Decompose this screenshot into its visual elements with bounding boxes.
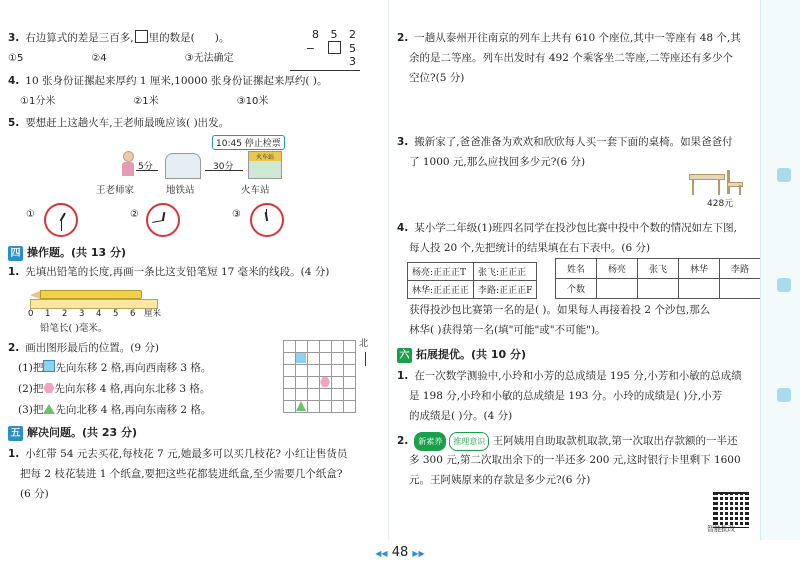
clock-option-2-label[interactable]: ② bbox=[130, 209, 139, 220]
train-station-building: 火车站 bbox=[248, 151, 282, 179]
clock-icon[interactable] bbox=[250, 203, 284, 237]
next-arrows-icon: ▶▶ bbox=[412, 549, 425, 558]
op2-line-2: (2)把 先向东移 4 格,再向东北移 3 格。 bbox=[18, 383, 211, 395]
q2-line-2: 余的是二等座。列车出发时有 492 个乘客坐二等座,二等座还有多少个 bbox=[409, 52, 734, 64]
result-cell[interactable] bbox=[597, 279, 638, 299]
grid-hexagon bbox=[320, 377, 330, 387]
journey-labels: 王老师家 地铁站 火车站 bbox=[96, 185, 270, 196]
op2-line-3: (3)把 先向北移 4 格,再向东南移 2 格。 bbox=[18, 404, 212, 416]
result-cell[interactable] bbox=[679, 279, 720, 299]
movement-grid[interactable] bbox=[283, 340, 356, 413]
ruler-numbers: 0 1 2 3 4 5 6 厘米 bbox=[28, 309, 162, 319]
operation-2: 2. 画出图形最后的位置。(9 分) bbox=[8, 342, 160, 354]
q4-options: ①1分米 ②1米 ③10米 bbox=[20, 96, 269, 107]
right-column bbox=[388, 0, 761, 540]
ext2-line-2: 多 300 元,第二次取出余下的一半还多 200 元,这时银行卡里剩下 1600 bbox=[409, 454, 741, 466]
right-question-3: 3. 搬新家了,爸爸准备为欢欢和欣欣每人买一套下面的桌椅。如果爸爸付 bbox=[397, 136, 733, 148]
section-5-header: 五 解决问题。(共 23 分) bbox=[8, 424, 137, 441]
north-arrow-icon bbox=[365, 352, 366, 366]
checkin-sign: 10:45 停止检票 bbox=[212, 135, 285, 150]
clock-icon[interactable] bbox=[146, 203, 180, 237]
reasoning-tag: 推理意识 bbox=[449, 432, 489, 451]
extension-2: 2. 新素养 推理意识 王阿姨用自助取款机取款,第一次取出存款额的一半还 bbox=[397, 432, 737, 451]
section-6-header: 六 拓展提优。(共 10 分) bbox=[397, 346, 526, 363]
triangle-shape-icon bbox=[43, 404, 55, 414]
clock-icon[interactable] bbox=[44, 203, 78, 237]
clock-option-3-label[interactable]: ③ bbox=[232, 209, 241, 220]
q4-line-2: 每人投 20 个,先把统计的结果填在右下表中。(6 分) bbox=[409, 242, 651, 254]
north-indicator: 北 bbox=[359, 339, 369, 349]
answer-box[interactable] bbox=[135, 30, 148, 43]
prev-arrows-icon: ◀◀ bbox=[375, 549, 388, 558]
pencil-icon bbox=[40, 290, 142, 299]
right-question-2: 2. 一趟从泰州开往南京的列车上共有 610 个座位,其中一等座有 48 个,其 bbox=[397, 32, 741, 44]
question-3: 3. 右边算式的差是三百多, 里的数是( )。 bbox=[8, 32, 230, 44]
qr-label: 智能批改 bbox=[707, 525, 735, 533]
q3-line-2: 了 1000 元,那么应找回多少元?(6 分) bbox=[409, 156, 586, 168]
side-tab[interactable] bbox=[777, 168, 791, 182]
ext1-line-3: 的成绩是( )分。(4 分) bbox=[409, 410, 513, 422]
desk-chair-illustration bbox=[689, 168, 747, 198]
side-tab[interactable] bbox=[777, 388, 791, 402]
result-table: 姓名 杨亮 张飞 林华 李路 个数 bbox=[555, 258, 761, 299]
grid-square bbox=[296, 353, 306, 363]
left-column bbox=[0, 0, 388, 540]
extension-1: 1. 在一次数学测验中,小玲和小芳的总成绩是 195 分,小芳和小敏的总成绩 bbox=[397, 370, 742, 382]
square-shape-icon bbox=[43, 360, 55, 372]
journey-illustration: 10:45 停止检票 5分 30分 火车站 bbox=[100, 135, 300, 195]
hexagon-shape-icon bbox=[43, 383, 54, 393]
subtraction-box[interactable] bbox=[328, 41, 341, 54]
result-cell[interactable] bbox=[638, 279, 679, 299]
question-5: 5. 要想赶上这趟火车,王老师最晚应该( )出发。 bbox=[8, 117, 230, 129]
metro-building bbox=[165, 153, 201, 179]
q2-line-3: 空位?(5 分) bbox=[409, 72, 465, 84]
vertical-subtraction: 8 5 2 − 5 3 bbox=[290, 28, 360, 71]
desk-price: 428元 bbox=[707, 199, 734, 209]
grid-triangle bbox=[296, 401, 306, 411]
teacher-figure bbox=[122, 151, 134, 177]
ext2-line-3: 元。王阿姨原来的存款是多少元?(6 分) bbox=[409, 474, 591, 486]
page-number: 48 bbox=[391, 545, 409, 560]
op2-line-1: (1)把 先向东移 2 格,再向西南移 3 格。 bbox=[18, 362, 212, 374]
side-strip bbox=[760, 0, 800, 540]
page-footer bbox=[360, 545, 440, 560]
side-tab[interactable] bbox=[777, 278, 791, 292]
new-literacy-tag: 新素养 bbox=[414, 432, 446, 451]
result-cell[interactable] bbox=[720, 279, 761, 299]
solve-1-line-2: 把每 2 枝花装进 1 个纸盒,要把这些花都装进纸盒,至少需要几个纸盒? bbox=[20, 468, 343, 480]
section-4-header: 四 操作题。(共 13 分) bbox=[8, 244, 126, 261]
tally-table: 杨亮:正正正T 张飞:正正正 林华:正正正正 李路:正正正F bbox=[407, 262, 537, 299]
q4-line-4: 林华( )获得第一名(填"可能"或"不可能")。 bbox=[409, 324, 606, 336]
operation-1: 1. 先填出铅笔的长度,再画一条比这支铅笔短 17 毫米的线段。(4 分) bbox=[8, 266, 330, 278]
q4-line-3: 获得投沙包比赛第一名的是( )。如果每人再接着投 2 个沙包,那么 bbox=[409, 304, 711, 316]
qr-code-icon[interactable] bbox=[713, 492, 749, 528]
clock-option-1-label[interactable]: ① bbox=[26, 209, 35, 220]
pencil-length-blank[interactable]: 铅笔长( )毫米。 bbox=[40, 323, 108, 334]
solve-1: 1. 小红带 54 元去买花,每枝花 7 元,她最多可以买几枝花? 小红让售货员 bbox=[8, 448, 348, 460]
right-question-4: 4. 某小学二年级(1)班四名同学在投沙包比赛中投中个数的情况如左下图, bbox=[397, 222, 738, 234]
solve-1-line-3: (6 分) bbox=[20, 488, 49, 500]
ext1-line-2: 是 198 分,小玲和小敏的总成绩是 193 分。小玲的成绩是( )分,小芳 bbox=[409, 390, 723, 402]
question-4: 4. 10 张身份证摞起来厚约 1 厘米,10000 张身份证摞起来厚约( )。 bbox=[8, 75, 328, 87]
q3-options: ①5 ②4 ③无法确定 bbox=[8, 53, 234, 64]
